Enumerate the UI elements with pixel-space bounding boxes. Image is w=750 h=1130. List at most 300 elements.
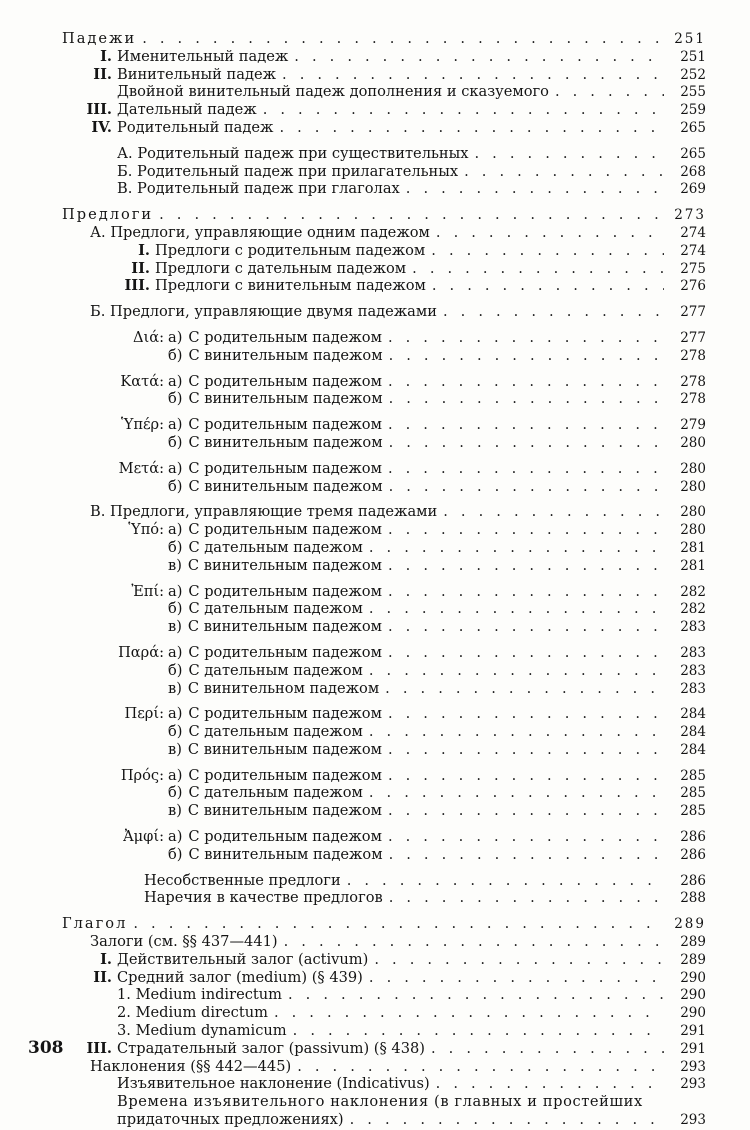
entry-title: С винительным падежом — [188, 433, 383, 451]
entry-title: Падежи — [62, 30, 137, 47]
entry-title: Времена изъявительного наклонения (в главных и простейших — [117, 1093, 643, 1111]
entry-title: С винительным падежом — [188, 390, 383, 408]
entry-label — [62, 600, 363, 618]
leader-dots — [369, 539, 664, 557]
entry-label — [62, 66, 276, 84]
leader-dots — [389, 889, 664, 907]
page-ref: 280 — [680, 522, 706, 539]
entry-title: С родительным падежом — [188, 705, 382, 723]
toc-entry — [62, 1093, 706, 1111]
leader-dots — [142, 30, 664, 48]
item-letter: а) — [168, 459, 183, 477]
item-letter: б) — [168, 784, 183, 802]
toc-entry — [62, 277, 706, 295]
entry-label — [62, 416, 382, 434]
page-ref: 285 — [680, 785, 706, 802]
entry-label — [62, 986, 282, 1004]
item-letter: б) — [168, 661, 183, 679]
entry-title: Предлоги с дательным падежом — [155, 259, 407, 277]
toc-entry — [62, 784, 706, 802]
entry-label — [62, 1004, 268, 1022]
page-ref: 283 — [680, 644, 706, 661]
item-letter: а) — [168, 521, 183, 539]
entry-label — [62, 224, 430, 242]
page-ref: 275 — [680, 260, 706, 277]
entry-title: С родительным падежом — [188, 643, 382, 661]
page-ref: 255 — [680, 84, 706, 101]
toc-entry — [62, 329, 706, 347]
entry-label — [62, 557, 382, 575]
entry-label — [62, 145, 468, 163]
page-ref: 293 — [680, 1076, 706, 1093]
toc-entry — [62, 644, 706, 662]
page-ref: 284 — [680, 706, 706, 723]
page-ref: 283 — [680, 619, 706, 636]
toc-entry — [62, 373, 706, 391]
entry-label — [62, 242, 425, 260]
page-ref: 265 — [680, 119, 706, 136]
entry-title: Предлоги с винительным падежом — [155, 277, 426, 295]
toc-entry — [62, 521, 706, 539]
greek-preposition: Κατά: — [120, 372, 164, 390]
toc-entry — [62, 460, 706, 478]
toc-entry — [62, 741, 706, 759]
item-letter: а) — [168, 705, 183, 723]
item-letter: а) — [168, 416, 183, 434]
page-number: 308 — [28, 1038, 64, 1058]
greek-preposition: Μετά: — [118, 459, 164, 477]
entry-label — [62, 119, 273, 137]
leader-dots — [389, 478, 664, 496]
leader-dots — [388, 828, 664, 846]
entry-label — [62, 390, 383, 408]
page-ref: 277 — [680, 329, 706, 346]
entry-label — [62, 644, 382, 662]
entry-title: С винительным падежом — [187, 802, 382, 820]
page-ref: 265 — [680, 145, 706, 162]
toc-entry — [62, 145, 706, 163]
page-ref: 284 — [680, 724, 706, 741]
page-ref: 281 — [680, 557, 706, 574]
toc-entry — [62, 83, 706, 101]
leader-dots — [388, 460, 664, 478]
entry-label — [62, 933, 278, 951]
leader-dots — [443, 303, 664, 321]
entry-title: С дательным падежом — [188, 538, 363, 556]
item-letter: б) — [168, 538, 183, 556]
leader-dots — [436, 1075, 664, 1093]
entry-title: С родительным падежом — [188, 766, 382, 784]
toc-entry — [62, 583, 706, 601]
entry-title: Наклонения (§§ 442—445) — [90, 1057, 292, 1075]
entry-title: С винительным падежом — [188, 845, 383, 863]
item-letter: б) — [168, 723, 183, 741]
leader-dots — [369, 723, 664, 741]
leader-dots — [388, 521, 664, 539]
page-ref: 280 — [680, 460, 706, 477]
item-letter: б) — [168, 477, 183, 495]
leader-dots — [389, 846, 664, 864]
entry-title: Средний залог (medium) (§ 439) — [117, 968, 363, 986]
toc-entry — [62, 1075, 706, 1093]
entry-title: Б. Предлоги, управляющие двумя падежами — [90, 303, 437, 321]
greek-preposition: Διά: — [132, 328, 164, 346]
leader-dots — [369, 784, 664, 802]
leader-dots — [389, 347, 664, 365]
page-ref: 278 — [680, 391, 706, 408]
item-letter: в) — [168, 556, 182, 574]
page-ref: 252 — [680, 66, 706, 83]
page-ref: 251 — [680, 48, 706, 65]
page-ref: 274 — [680, 224, 706, 241]
entry-title: С винительным падежом — [188, 346, 383, 364]
page-ref: 290 — [680, 969, 706, 986]
entry-label — [62, 460, 382, 478]
page-ref: 277 — [680, 304, 706, 321]
entry-label — [62, 846, 383, 864]
item-letter: б) — [168, 433, 183, 451]
greek-preposition: Πρός: — [120, 766, 164, 784]
page-ref: 280 — [680, 478, 706, 495]
item-letter: а) — [168, 828, 183, 846]
page-ref: 289 — [680, 934, 706, 951]
entry-label — [62, 329, 382, 347]
entry-title: 3. Medium dynamicum — [117, 1022, 287, 1040]
entry-label — [62, 277, 426, 295]
leader-dots — [388, 802, 664, 820]
entry-label — [62, 705, 382, 723]
toc-entry — [62, 1040, 706, 1058]
page-ref: 286 — [680, 829, 706, 846]
leader-dots — [388, 416, 664, 434]
toc-entry — [62, 1022, 706, 1040]
toc-entry — [62, 557, 706, 575]
page-ref: 268 — [680, 163, 706, 180]
page-ref: 278 — [680, 347, 706, 364]
leader-dots — [347, 872, 664, 890]
page-ref: 293 — [680, 1058, 706, 1075]
entry-label — [62, 347, 383, 365]
toc-entry — [62, 30, 706, 48]
entry-label — [62, 434, 383, 452]
toc-entry — [62, 434, 706, 452]
leader-dots — [294, 48, 664, 66]
toc-entry — [62, 48, 706, 66]
page-ref: 283 — [680, 662, 706, 679]
entry-label — [62, 539, 363, 557]
entry-label — [62, 1022, 287, 1040]
toc-entry — [62, 101, 706, 119]
entry-title: 1. Medium indirectum — [117, 986, 282, 1004]
entry-label — [62, 83, 549, 101]
toc-entry — [62, 119, 706, 137]
toc-entry — [62, 478, 706, 496]
toc-entry — [62, 347, 706, 365]
entry-title: Винительный падеж — [117, 65, 277, 83]
toc-entry — [62, 1004, 706, 1022]
entry-label — [62, 1075, 430, 1093]
leader-dots — [406, 180, 664, 198]
roman-numeral: I. — [100, 47, 112, 65]
roman-numeral: III. — [86, 101, 112, 119]
leader-dots — [284, 933, 664, 951]
leader-dots — [293, 1022, 664, 1040]
toc-entry — [62, 260, 706, 278]
greek-preposition: Ἐπί: — [131, 582, 164, 600]
leader-dots — [388, 618, 664, 636]
leader-dots — [350, 1111, 664, 1129]
page-ref: 283 — [680, 680, 706, 697]
entry-title: С дательным падежом — [188, 661, 363, 679]
entry-title: придаточных предложениях) — [117, 1111, 344, 1129]
roman-numeral: II. — [93, 65, 112, 83]
toc-entry — [62, 1058, 706, 1076]
entry-title: Б. Родительный падеж при прилагательных — [117, 162, 459, 180]
page-ref: 269 — [680, 181, 706, 198]
item-letter: в) — [168, 618, 182, 636]
page-ref: 290 — [680, 987, 706, 1004]
greek-preposition: Περί: — [124, 705, 164, 723]
entry-title: Глагол — [62, 915, 128, 933]
entry-label — [62, 951, 368, 969]
entry-title: С родительным падежом — [188, 416, 382, 434]
leader-dots — [436, 224, 664, 242]
entry-title: Предлоги — [62, 206, 154, 224]
item-letter: б) — [168, 600, 183, 618]
leader-dots — [282, 66, 664, 84]
entry-title: Страдательный залог (passivum) (§ 438) — [117, 1039, 425, 1057]
leader-dots — [555, 83, 664, 101]
toc-entry — [62, 163, 706, 181]
entry-title: С родительным падежом — [188, 521, 382, 539]
leader-dots — [388, 767, 664, 785]
entry-label — [62, 828, 382, 846]
toc-entry — [62, 600, 706, 618]
leader-dots — [388, 741, 664, 759]
entry-title: В. Родительный падеж при глаголах — [117, 180, 400, 198]
leader-dots — [279, 119, 664, 137]
item-letter: а) — [168, 328, 183, 346]
entry-label — [62, 969, 363, 987]
entry-label — [62, 1058, 291, 1076]
toc-entry — [62, 969, 706, 987]
page-ref: 290 — [680, 1005, 706, 1022]
entry-title: Родительный падеж — [117, 118, 274, 136]
item-letter: в) — [168, 679, 182, 697]
entry-label — [62, 1111, 344, 1129]
entry-label — [62, 503, 437, 521]
entry-label — [62, 723, 363, 741]
page-ref: 280 — [680, 434, 706, 451]
entry-title: С винительным падежом — [187, 556, 382, 574]
greek-preposition: Ἀμφί: — [123, 828, 164, 846]
page-ref: 284 — [680, 741, 706, 758]
entry-title: С родительным падежом — [188, 328, 382, 346]
leader-dots — [474, 145, 664, 163]
toc-entry — [62, 180, 706, 198]
roman-numeral: II. — [131, 259, 150, 277]
page-ref: 286 — [680, 846, 706, 863]
page-ref: 288 — [680, 890, 706, 907]
toc-entry — [62, 705, 706, 723]
entry-title: С винительным падежом — [187, 618, 382, 636]
toc-entry — [62, 802, 706, 820]
entry-title: Действительный залог (activum) — [117, 950, 369, 968]
toc-entry — [62, 303, 706, 321]
page-ref: 289 — [680, 951, 706, 968]
entry-title: Предлоги с родительным падежом — [155, 241, 426, 259]
entry-label — [62, 101, 257, 119]
page-ref: 285 — [680, 803, 706, 820]
greek-preposition: Παρά: — [118, 643, 164, 661]
entry-title: С дательным падежом — [188, 723, 363, 741]
entry-label — [62, 583, 382, 601]
entry-label — [62, 48, 288, 66]
leader-dots — [369, 600, 664, 618]
toc-entry — [62, 66, 706, 84]
entry-title: А. Предлоги, управляющие одним падежом — [90, 223, 430, 241]
item-letter: б) — [168, 390, 183, 408]
table-of-contents — [62, 30, 706, 1129]
entry-label — [62, 889, 383, 907]
item-letter: б) — [168, 845, 183, 863]
toc-entry — [62, 1111, 706, 1129]
item-letter: а) — [168, 766, 183, 784]
toc-entry — [62, 503, 706, 521]
leader-dots — [432, 277, 664, 295]
entry-label — [62, 741, 382, 759]
page-ref: 281 — [680, 539, 706, 556]
leader-dots — [443, 503, 664, 521]
toc-entry — [62, 680, 706, 698]
entry-title: Наречия в качестве предлогов — [144, 889, 383, 907]
greek-preposition: Ὑπέρ: — [120, 416, 164, 434]
leader-dots — [263, 101, 664, 119]
page-ref: 274 — [680, 242, 706, 259]
toc-entry — [62, 767, 706, 785]
item-letter: в) — [168, 740, 182, 758]
entry-title: А. Родительный падеж при существительных — [117, 144, 469, 162]
entry-label — [62, 521, 382, 539]
leader-dots — [388, 705, 664, 723]
toc-entry — [62, 242, 706, 260]
entry-label — [62, 680, 379, 698]
leader-dots — [431, 242, 664, 260]
leader-dots — [388, 583, 664, 601]
entry-title: С винительном падежом — [187, 679, 380, 697]
entry-title: С винительным падежом — [188, 477, 383, 495]
roman-numeral: III. — [124, 277, 150, 295]
leader-dots — [388, 373, 664, 391]
entry-label — [62, 260, 406, 278]
entry-title: С родительным падежом — [188, 372, 382, 390]
entry-label — [62, 767, 382, 785]
page-ref: 273 — [674, 207, 706, 224]
item-letter: в) — [168, 802, 182, 820]
entry-title: С родительным падежом — [188, 582, 382, 600]
leader-dots — [133, 915, 664, 933]
entry-title: 2. Medium directum — [117, 1004, 268, 1022]
entry-label — [62, 206, 153, 224]
page-ref: 279 — [680, 417, 706, 434]
toc-entry — [62, 539, 706, 557]
leader-dots — [389, 390, 664, 408]
page-ref: 293 — [680, 1112, 706, 1129]
roman-numeral: I. — [100, 950, 112, 968]
toc-entry — [62, 828, 706, 846]
leader-dots — [412, 260, 664, 278]
entry-title: Дательный падеж — [117, 101, 257, 119]
entry-title: С винительным падежом — [187, 740, 382, 758]
page-ref: 280 — [680, 504, 706, 521]
toc-entry — [62, 933, 706, 951]
page-ref: 291 — [680, 1023, 706, 1040]
entry-label — [62, 802, 382, 820]
entry-title: Двойной винительный падеж дополнения и сказуемого — [117, 83, 549, 101]
toc-entry — [62, 723, 706, 741]
entry-title: С родительным падежом — [188, 459, 382, 477]
roman-numeral: III. — [86, 1039, 112, 1057]
entry-title: В. Предлоги, управляющие тремя падежами — [90, 503, 438, 521]
entry-label — [62, 478, 383, 496]
roman-numeral: II. — [93, 968, 112, 986]
page-ref: 282 — [680, 583, 706, 600]
entry-label — [62, 662, 363, 680]
entry-title: С родительным падежом — [188, 828, 382, 846]
entry-title: Несобственные предлоги — [144, 871, 341, 889]
leader-dots — [388, 329, 664, 347]
entry-label — [62, 373, 382, 391]
leader-dots — [431, 1040, 664, 1058]
entry-label — [62, 915, 127, 933]
leader-dots — [159, 206, 664, 224]
toc-entry — [62, 915, 706, 933]
leader-dots — [297, 1058, 664, 1076]
leader-dots — [374, 951, 664, 969]
leader-dots — [389, 434, 664, 452]
entry-label — [62, 1040, 425, 1058]
toc-entry — [62, 416, 706, 434]
leader-dots — [388, 557, 664, 575]
toc-entry — [62, 986, 706, 1004]
toc-entry — [62, 618, 706, 636]
page-ref: 282 — [680, 601, 706, 618]
toc-entry — [62, 224, 706, 242]
entry-title: Именительный падеж — [117, 47, 289, 65]
entry-label — [62, 872, 341, 890]
entry-title: Залоги (см. §§ 437—441) — [90, 933, 278, 951]
toc-entry — [62, 889, 706, 907]
page-ref: 289 — [674, 916, 706, 933]
page-ref: 276 — [680, 278, 706, 295]
page-ref: 251 — [674, 31, 706, 47]
entry-label — [62, 784, 363, 802]
leader-dots — [385, 680, 664, 698]
entry-label — [62, 163, 458, 181]
entry-title: С дательным падежом — [188, 784, 363, 802]
leader-dots — [369, 662, 664, 680]
page-ref: 286 — [680, 872, 706, 889]
entry-title: Изъявительное наклонение (Indicativus) — [117, 1075, 430, 1093]
leader-dots — [288, 986, 664, 1004]
entry-label — [62, 1093, 643, 1111]
item-letter: б) — [168, 346, 183, 364]
page-ref: 291 — [680, 1040, 706, 1057]
page-ref: 278 — [680, 373, 706, 390]
toc-entry — [62, 390, 706, 408]
entry-label — [62, 618, 382, 636]
toc-entry — [62, 951, 706, 969]
